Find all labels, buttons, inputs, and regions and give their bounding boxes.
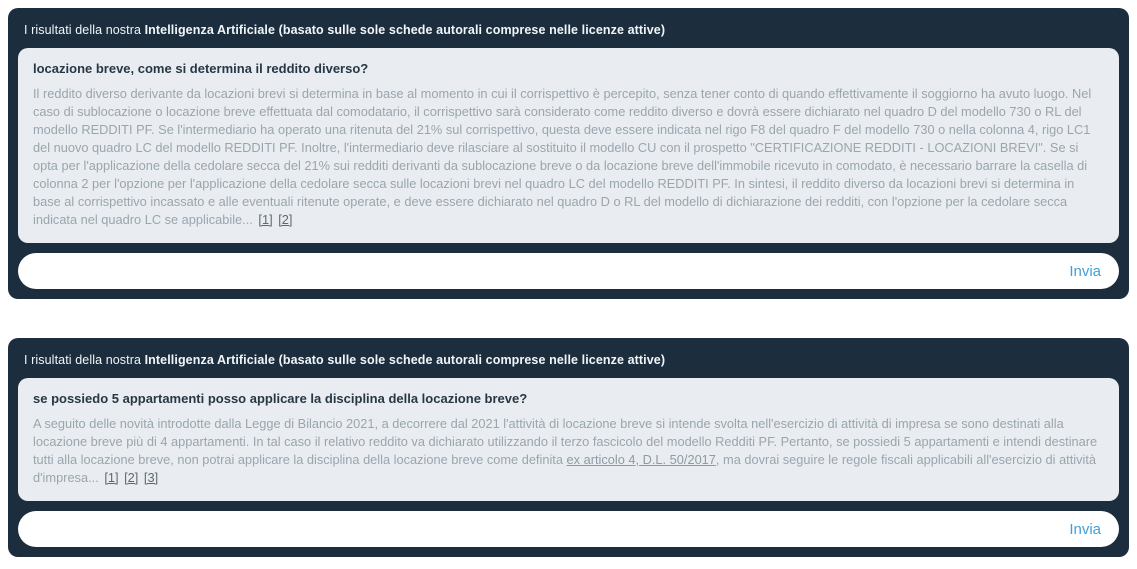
send-button[interactable]: Invia	[1069, 520, 1101, 538]
answer-text	[33, 415, 1104, 487]
panel-header	[18, 18, 1119, 48]
header-prefix: I risultati della nostra	[24, 23, 145, 37]
citation-link-3[interactable]: [3]	[143, 470, 159, 485]
header-bold: Intelligenza Artificiale (basato sulle sole schede autorali comprese nelle licenze attive)	[144, 23, 666, 37]
message-input[interactable]	[34, 264, 1069, 279]
citation-link-2[interactable]: [2]	[124, 470, 139, 485]
message-input-bar[interactable]	[18, 511, 1119, 547]
citation-link-1[interactable]: [1]	[258, 212, 273, 227]
ai-result-panel-2	[8, 338, 1129, 557]
message-input-bar[interactable]	[18, 253, 1119, 289]
citation-link-2[interactable]: [2]	[278, 212, 293, 227]
answer-body: A seguito delle novità introdotte dalla Legge di Bilancio 2021, a decorrere dal 2021 l'attività di locazione breve si intende svolta nell'esercizio di attività di impresa se sono destinati alla locazione breve più di 4 appartamenti. In tal caso il relativo reddito va dichiarato utilizzando il terzo fascicolo del modello Redditi PF. Pertanto, se possiedi 5 appartamenti e intendi destinare tutti alla locazione breve, non potrai applicare la disciplina della locazione breve come definita	[33, 416, 1098, 467]
ai-result-panel-1	[8, 8, 1129, 299]
header-prefix: I risultati della nostra	[24, 353, 145, 367]
send-button[interactable]: Invia	[1069, 262, 1101, 280]
law-reference-link[interactable]: ex articolo 4, D.L. 50/2017	[566, 452, 716, 467]
header-bold: Intelligenza Artificiale (basato sulle sole schede autorali comprese nelle licenze attive)	[144, 353, 666, 367]
question-text: locazione breve, come si determina il reddito diverso?	[33, 61, 369, 76]
answer-card	[18, 378, 1119, 501]
panel-header	[18, 348, 1119, 378]
citation-link-1[interactable]: [1]	[104, 470, 119, 485]
answer-card	[18, 48, 1119, 243]
answer-body-after: , ma dovrai seguire le regole fiscali applicabili all'esercizio di attività d'impresa...	[33, 452, 1097, 485]
message-input[interactable]	[34, 522, 1069, 537]
question-text: se possiedo 5 appartamenti posso applicare la disciplina della locazione breve?	[33, 391, 528, 406]
answer-text	[33, 85, 1104, 229]
answer-body: Il reddito diverso derivante da locazioni brevi si determina in base al momento in cui il corrispettivo è percepito, senza tener conto di quando effettivamente il soggiorno ha avuto luogo. Nel caso di sublocazione o locazione breve effettuata dal comodatario, il corrispettivo sarà considerato come reddito diverso e dovrà essere dichiarato nel quadro D del modello 730 o RL del modello REDDITI PF. Se l'intermediario ha operato una ritenuta del 21% sul corrispettivo, questa deve essere indicata nel rigo F8 del quadro F del modello 730 o nella colonna 4, rigo LC1 del nuovo quadro LC del modello REDDITI PF. Inoltre, l'intermediario deve rilasciare al sostituito il modello CU con il prospetto "CERTIFICAZIONE REDDITI - LOCAZIONI BREVI". Se si opta per l'applicazione della cedolare secca del 21% sui redditi derivanti da sublocazione breve o da locazione breve dell'immobile ricevuto in comodato, è necessario barrare la casella di colonna 2 per l'opzione per l'applicazione della cedolare secca sulle locazioni brevi nel quadro LC del modello REDDITI PF. In sintesi, il reddito diverso da locazioni brevi si determina in base al corrispettivo incassato e alle eventuali ritenute operate, e deve essere dichiarato nel quadro D o RL del modello di dichiarazione dei redditi, con l'opzione per la cedolare secca indicata nel quadro LC se applicabile...	[33, 86, 1092, 227]
